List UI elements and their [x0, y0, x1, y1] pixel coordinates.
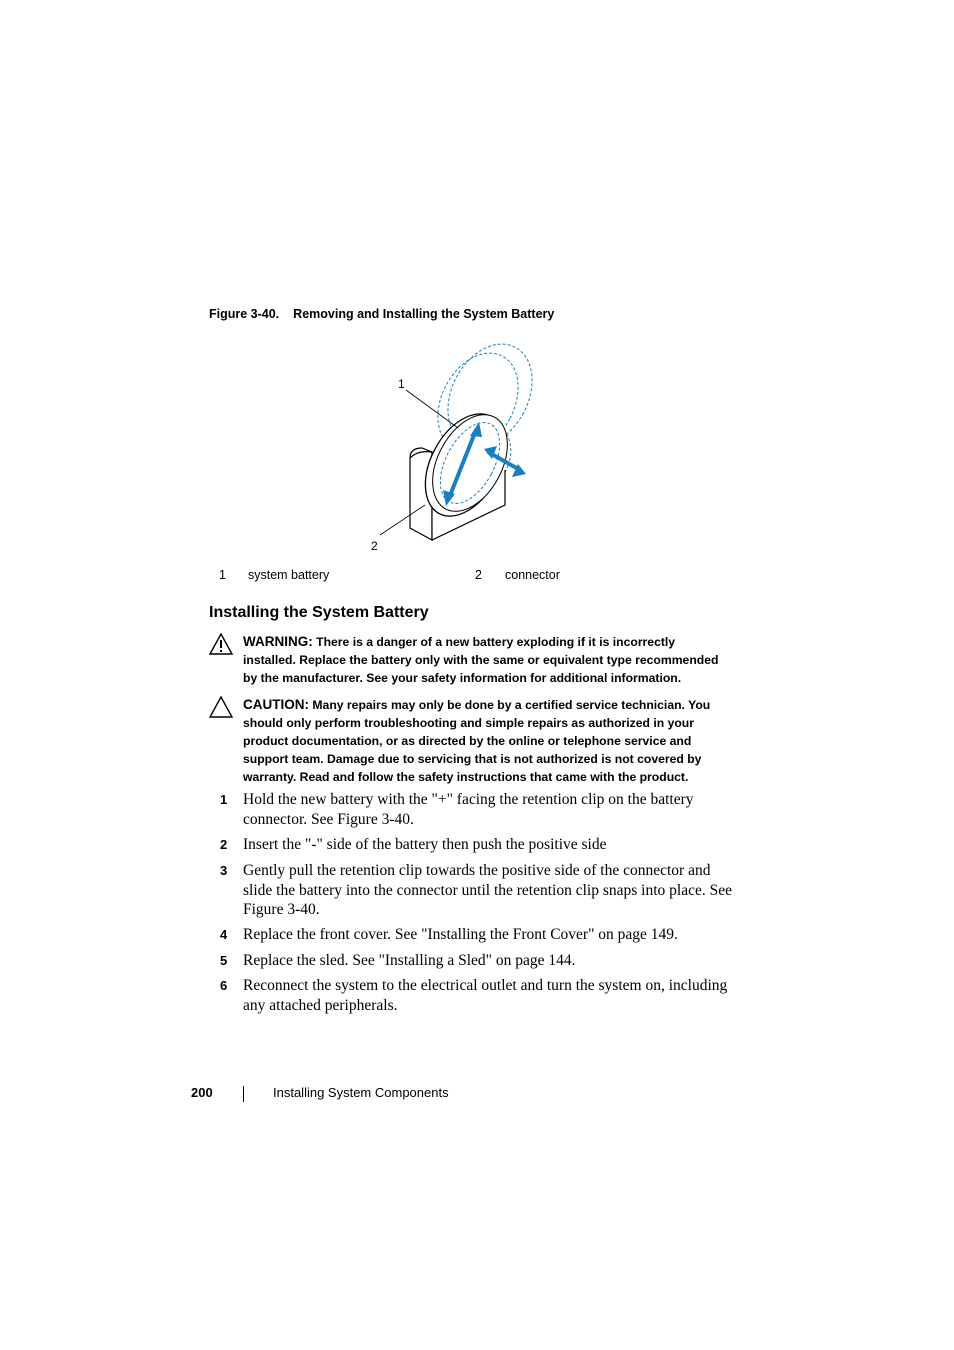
warning-notice — [243, 633, 728, 687]
legend-num-2: 2 — [475, 568, 482, 582]
callout-1-label: 1 — [398, 377, 405, 391]
step-text: Hold the new battery with the "+" facing the retention clip on the battery connector. See Figure 3-40. — [243, 791, 694, 828]
warning-label: WARNING: — [243, 634, 313, 649]
callout-2-label: 2 — [371, 539, 378, 553]
step-text: Reconnect the system to the electrical outlet and turn the system on, including any attached peripherals. — [243, 977, 728, 1014]
figure-caption — [209, 307, 554, 321]
step-number: 1 — [220, 792, 228, 807]
figure-number: Figure 3-40. — [209, 307, 280, 321]
figure-title: Removing and Installing the System Battery — [293, 307, 555, 321]
warning-text: There is a danger of a new battery exploding if it is incorrectly installed. Replace the battery only with the same or equivalent type recommended by the manufacturer. See your safety information for additional information. — [243, 635, 719, 685]
footer-chapter-title: Installing System Components — [273, 1085, 449, 1100]
step-number: 2 — [220, 837, 228, 852]
warning-icon — [209, 633, 233, 655]
step-text: Replace the sled. See "Installing a Sled" on page 144. — [243, 952, 576, 969]
footer-divider — [243, 1086, 244, 1102]
callout-1-leader — [406, 390, 458, 428]
step-number: 4 — [220, 927, 228, 942]
step-text: Replace the front cover. See "Installing the Front Cover" on page 149. — [243, 926, 678, 943]
section-heading: Installing the System Battery — [209, 604, 429, 621]
caution-icon — [209, 696, 233, 718]
legend-label-connector: connector — [505, 568, 560, 582]
legend-num-1: 1 — [219, 568, 226, 582]
page-number: 200 — [191, 1085, 213, 1100]
legend-label-system-battery: system battery — [248, 568, 330, 582]
step-text: Gently pull the retention clip towards the positive side of the connector and slide the battery into the connector until the retention clip snaps into place. See Figure 3-40. — [243, 862, 732, 918]
step-number: 6 — [220, 978, 228, 993]
caution-text: Many repairs may only be done by a certified service technician. You should only perform troubleshooting and simple repairs as authorized in your product documentation, or as directed by the online or telephone service and support team. Damage due to servicing that is not authorized is not covered by warranty. Read and follow the safety instructions that came with the product. — [243, 698, 711, 784]
step-number: 5 — [220, 953, 228, 968]
step-number: 3 — [220, 863, 228, 878]
step-text: Insert the "-" side of the battery then push the positive side — [243, 836, 607, 853]
caution-notice — [243, 696, 728, 786]
caution-label: CAUTION: — [243, 697, 309, 712]
battery-figure — [360, 340, 560, 555]
